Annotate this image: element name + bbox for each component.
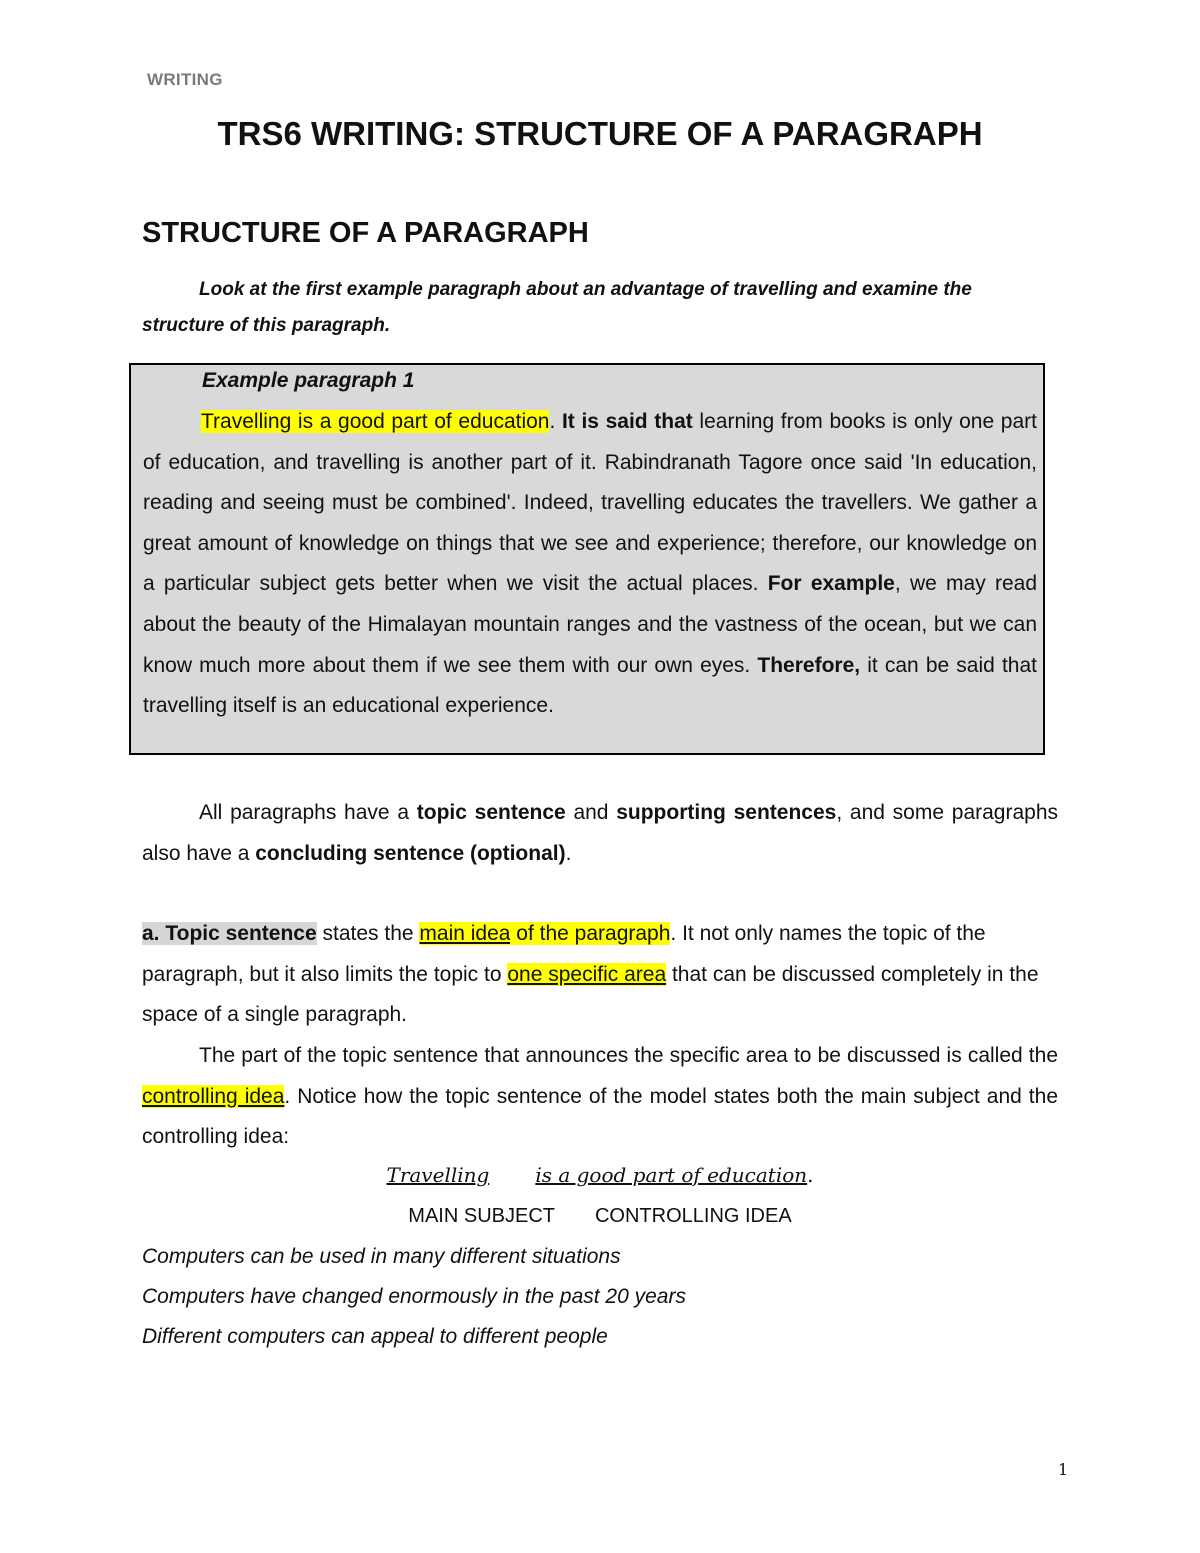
topic-sentence-highlight: Travelling is a good part of education xyxy=(201,410,550,433)
instruction-text: Look at the first example paragraph about an advantage of travelling and examine the structure of this paragraph. xyxy=(142,279,972,336)
specific-area-highlight: one specific area xyxy=(507,962,667,986)
example-paragraph-box xyxy=(129,363,1045,755)
transition-phrase: Therefore, xyxy=(757,653,861,677)
list-item: Computers can be used in many different situations xyxy=(142,1245,621,1268)
topic-sentence-label: a. Topic sentence xyxy=(142,922,317,945)
example-paragraph: Travelling is a good part of education. It is said that learning from books is only one part of education, and travelling is another part of it. Rabindranath Tagore once said 'In education, reading and seeing must be combined'. Indeed, travelling educates the travellers. We gather a great amount of knowledge on things that we see and experience; therefore, our knowledge on a particular subject gets better when we visit the actual places. For example, we may read about the beauty of the Himalayan mountain ranges and the vastness of the ocean, but we can know much more about them if we see them with our own eyes. Therefore, it can be said that travelling itself is an educational experience. xyxy=(143,410,1038,718)
page-number: 1 xyxy=(1058,1460,1069,1479)
section-heading: STRUCTURE OF A PARAGRAPH xyxy=(142,217,589,249)
main-subject-label: MAIN SUBJECT xyxy=(408,1205,555,1227)
example-sentences-list xyxy=(142,1237,1042,1357)
list-item: Different computers can appeal to different people xyxy=(142,1325,608,1348)
main-subject-text: Travelling xyxy=(386,1163,490,1187)
controlling-idea-text: is a good part of education xyxy=(535,1163,808,1187)
controlling-idea-paragraph: The part of the topic sentence that announces the specific area to be discussed is called the controlling idea. Notice how the topic sentence of the model states both the main subject and the controlling idea: xyxy=(142,1044,1058,1149)
running-header: WRITING xyxy=(147,70,223,89)
list-item: Computers have changed enormously in the past 20 years xyxy=(142,1285,686,1308)
intro-paragraph: All paragraphs have a topic sentence and supporting sentences, and some paragraphs also have a concluding sentence (optional). xyxy=(142,801,1059,865)
controlling-idea-highlight: controlling idea xyxy=(142,1084,285,1108)
transition-phrase: It is said that xyxy=(561,410,693,433)
document-title: TRS6 WRITING: STRUCTURE OF A PARAGRAPH xyxy=(217,115,983,152)
example-title: Example paragraph 1 xyxy=(202,369,415,392)
topic-sentence-paragraph: a. Topic sentence states the main idea of the paragraph. It not only names the topic of the paragraph, but it also limits the topic to one specific area that can be discussed completely in the space of a single paragraph. xyxy=(142,922,1039,1027)
main-idea-highlight: main idea xyxy=(419,922,511,945)
transition-phrase: For example xyxy=(767,572,895,596)
sentence-part-labels xyxy=(0,1205,1200,1228)
controlling-idea-label: CONTROLLING IDEA xyxy=(594,1205,792,1227)
example-topic-sentence: Travelling is a good part of education. xyxy=(386,1163,814,1187)
